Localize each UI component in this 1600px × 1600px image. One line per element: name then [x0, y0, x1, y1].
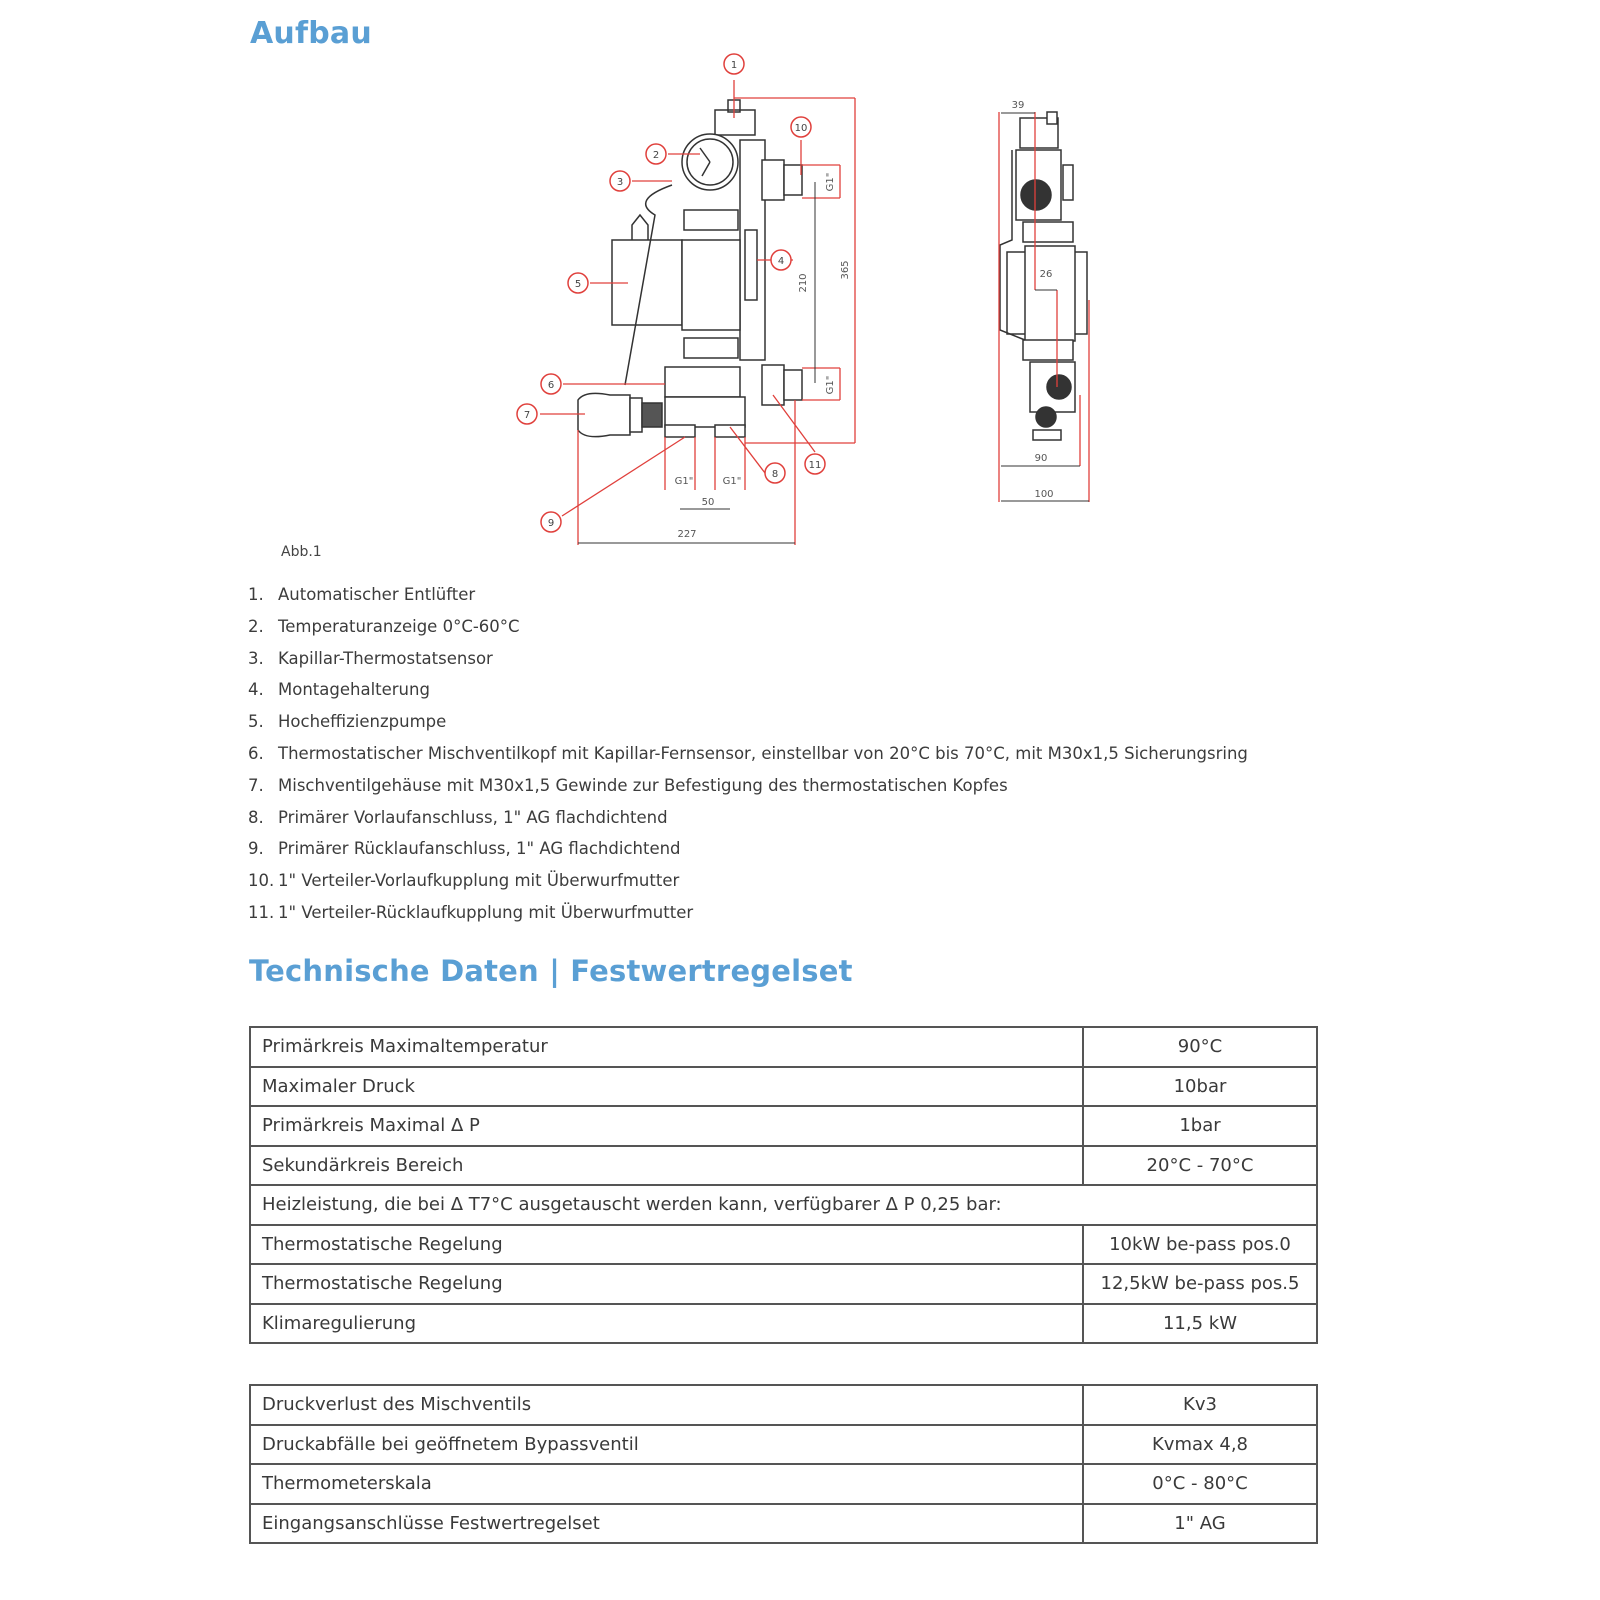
- svg-text:G1": G1": [825, 172, 836, 192]
- list-text: Mischventilgehäuse mit M30x1,5 Gewinde zur Befestigung des thermostatischen Kopfes: [278, 775, 1008, 795]
- spec-value: 10kW be-pass pos.0: [1083, 1225, 1317, 1265]
- list-text: Automatischer Entlüfter: [278, 585, 476, 604]
- list-item: [248, 585, 1248, 617]
- svg-text:2: 2: [652, 150, 660, 161]
- svg-text:26: 26: [1039, 269, 1053, 280]
- spec-label: Druckabfälle bei geöffnetem Bypassventil: [250, 1425, 1083, 1465]
- svg-text:G1": G1": [722, 476, 742, 487]
- spec-label: Thermometerskala: [250, 1464, 1083, 1504]
- spec-table-valve: [249, 1384, 1318, 1544]
- list-item: [248, 839, 1248, 871]
- table-row: [250, 1027, 1317, 1067]
- list-item: [248, 903, 1248, 935]
- list-text: Montagehalterung: [278, 680, 430, 700]
- list-item: [248, 712, 1248, 744]
- table-row: [250, 1067, 1317, 1107]
- spec-label: Druckverlust des Mischventils: [250, 1385, 1083, 1425]
- svg-text:365: 365: [840, 260, 851, 280]
- svg-text:11: 11: [808, 460, 822, 471]
- svg-text:9: 9: [547, 518, 555, 529]
- spec-value: 1" AG: [1083, 1504, 1317, 1544]
- spec-label: Maximaler Druck: [250, 1067, 1083, 1107]
- list-number: 2.: [248, 616, 264, 636]
- list-number: 3.: [248, 648, 264, 668]
- list-text: Temperaturanzeige 0°C-60°C: [278, 616, 520, 636]
- parts-list: [248, 585, 1248, 935]
- list-item: [248, 649, 1248, 681]
- svg-text:90: 90: [1034, 453, 1048, 464]
- table-row-subheader: [250, 1185, 1317, 1225]
- spec-value: 1bar: [1083, 1106, 1317, 1146]
- list-number: 10.: [248, 871, 275, 891]
- list-number: 4.: [248, 680, 264, 700]
- list-item: [248, 808, 1248, 840]
- list-text: Primärer Vorlaufanschluss, 1" AG flachdichtend: [278, 807, 668, 827]
- list-item: [248, 776, 1248, 808]
- spec-value: 20°C - 70°C: [1083, 1146, 1317, 1186]
- list-item: [248, 617, 1248, 649]
- spec-label: Sekundärkreis Bereich: [250, 1146, 1083, 1186]
- svg-text:227: 227: [677, 529, 697, 540]
- svg-text:50: 50: [701, 497, 715, 508]
- list-number: 8.: [248, 807, 264, 827]
- section-title-aufbau: Aufbau: [250, 16, 372, 51]
- list-number: 9.: [248, 839, 264, 859]
- svg-text:G1": G1": [825, 375, 836, 395]
- svg-text:100: 100: [1034, 489, 1054, 500]
- list-text: Hocheffizienzpumpe: [278, 712, 447, 732]
- spec-value: 10bar: [1083, 1067, 1317, 1107]
- table-row: [250, 1385, 1317, 1425]
- table-row: [250, 1264, 1317, 1304]
- table-row: [250, 1304, 1317, 1344]
- list-item: [248, 871, 1248, 903]
- svg-text:G1": G1": [674, 476, 694, 487]
- spec-subheader: Heizleistung, die bei Δ T7°C ausgetauscht werden kann, verfügbarer Δ P 0,25 bar:: [250, 1185, 1317, 1225]
- figure-caption: Abb.1: [281, 544, 322, 560]
- list-text: 1" Verteiler-Vorlaufkupplung mit Überwurfmutter: [278, 871, 680, 891]
- list-number: 6.: [248, 743, 264, 763]
- table-row: [250, 1464, 1317, 1504]
- spec-value: Kv3: [1083, 1385, 1317, 1425]
- black-dimension-lines: [578, 182, 815, 543]
- technical-drawing: [500, 50, 1120, 550]
- svg-text:39: 39: [1011, 100, 1025, 111]
- spec-label: Primärkreis Maximaltemperatur: [250, 1027, 1083, 1067]
- list-text: Primärer Rücklaufanschluss, 1" AG flachdichtend: [278, 839, 681, 859]
- spec-table-main: [249, 1026, 1318, 1344]
- svg-text:3: 3: [616, 177, 624, 188]
- front-view: [578, 100, 802, 437]
- list-number: 1.: [248, 585, 264, 604]
- list-number: 7.: [248, 775, 264, 795]
- svg-text:1: 1: [730, 60, 738, 71]
- spec-value: 11,5 kW: [1083, 1304, 1317, 1344]
- table-row: [250, 1106, 1317, 1146]
- table-row: [250, 1425, 1317, 1465]
- list-text: Kapillar-Thermostatsensor: [278, 648, 493, 668]
- svg-text:8: 8: [771, 469, 779, 480]
- spec-value: 90°C: [1083, 1027, 1317, 1067]
- list-item: [248, 680, 1248, 712]
- list-item: [248, 744, 1248, 776]
- list-number: 11.: [248, 902, 275, 922]
- svg-text:5: 5: [574, 279, 582, 290]
- list-number: 5.: [248, 712, 264, 732]
- spec-label: Primärkreis Maximal Δ P: [250, 1106, 1083, 1146]
- table-row: [250, 1504, 1317, 1544]
- svg-text:6: 6: [547, 380, 555, 391]
- spec-label: Thermostatische Regelung: [250, 1225, 1083, 1265]
- svg-text:7: 7: [523, 410, 531, 421]
- svg-text:210: 210: [798, 273, 809, 293]
- spec-value: Kvmax 4,8: [1083, 1425, 1317, 1465]
- svg-text:10: 10: [794, 123, 808, 134]
- spec-value: 12,5kW be-pass pos.5: [1083, 1264, 1317, 1304]
- spec-value: 0°C - 80°C: [1083, 1464, 1317, 1504]
- list-text: Thermostatischer Mischventilkopf mit Kapillar-Fernsensor, einstellbar von 20°C bis 70°C, mit M30x1,5 Sicherungsring: [278, 743, 1248, 763]
- svg-text:4: 4: [777, 256, 785, 267]
- section-title-technical-data: Technische Daten | Festwertregelset: [249, 954, 853, 988]
- list-text: 1" Verteiler-Rücklaufkupplung mit Überwurfmutter: [278, 902, 694, 922]
- table-row: [250, 1225, 1317, 1265]
- spec-label: Thermostatische Regelung: [250, 1264, 1083, 1304]
- table-row: [250, 1146, 1317, 1186]
- spec-label: Eingangsanschlüsse Festwertregelset: [250, 1504, 1083, 1544]
- spec-label: Klimaregulierung: [250, 1304, 1083, 1344]
